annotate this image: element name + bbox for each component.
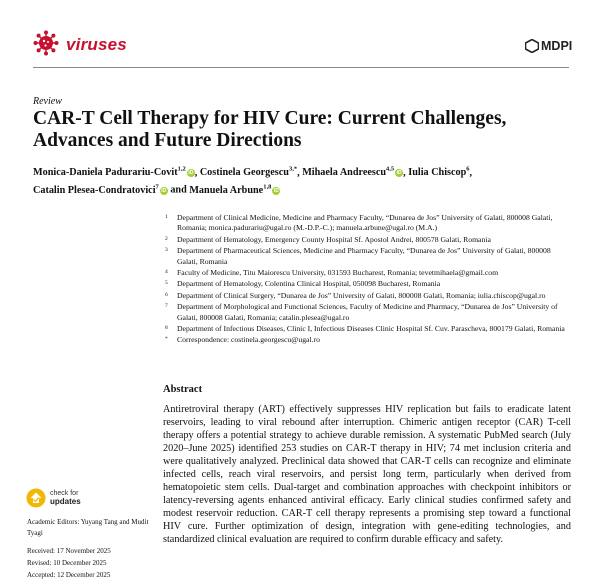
orcid-icon[interactable]: iD	[273, 187, 279, 194]
date-accepted: Accepted: 12 December 2025	[27, 571, 111, 580]
affiliation-item: 8 Department of Infectious Diseases, Clinic I, Infectious Diseases Clinic Hospital Sf. Cuv. Parascheva, 800179 Galati, Romania	[165, 324, 565, 334]
author-list: Monica-Daniela Padurariu-Covit$^{1,2}$iD , Costinela Georgescu$^{3,*}$, Mihaela Andreescu$^{4,5}$iD , Iulia Chiscop$^6$, Catalin Plesea-Condratovici$^7$iD and Manuela Arbune$^{1,8}$iD	[33, 166, 473, 196]
affiliation-item: 5 Department of Hematology, Colentina Clinical Hospital, 050098 Bucharest, Romania	[165, 279, 441, 289]
correspondence: * Correspondence: costinela.georgescu@ugal.ro	[165, 335, 320, 345]
date-received: Received: 17 November 2025	[27, 547, 111, 555]
journal-name: viruses	[66, 35, 127, 54]
check-updates-badge[interactable]	[26, 488, 81, 508]
author-item[interactable]: Catalin Plesea-Condratovici$^7$iD	[33, 183, 167, 196]
affiliations	[165, 213, 570, 347]
check-updates-icon	[26, 488, 46, 508]
publisher-logo-text: MDPI	[541, 39, 573, 53]
affiliation-item: 2 Department of Hematology, Emergency County Hospital Sf. Apostol Andrei, 800578 Galati, Romania	[165, 234, 491, 244]
check-updates-text: check for updates	[50, 489, 81, 506]
affiliation-item: 6 Department of Clinical Surgery, “Dunarea de Jos” University of Galati, 800008 Galati, Romania; iulia.chiscop@ugal.ro	[165, 290, 546, 300]
affiliation-item: 4 Faculty of Medicine, Titu Maiorescu University, 031593 Bucharest, Romania; tevetmihaela@gmail.com	[165, 268, 499, 278]
academic-editors: Academic Editors: Yuyang Tang and Mudit Tyagi	[27, 518, 149, 537]
author-item[interactable]: Mihaela Andreescu$^{4,5}$iD	[302, 166, 402, 179]
abstract-heading: Abstract	[163, 384, 203, 395]
orcid-icon[interactable]: iD	[396, 170, 402, 177]
orcid-icon[interactable]: iD	[188, 170, 194, 177]
author-item[interactable]: Monica-Daniela Padurariu-Covit$^{1,2}$iD	[33, 166, 194, 179]
orcid-icon[interactable]: iD	[161, 187, 167, 194]
abstract-text: Antiretroviral therapy (ART) effectively suppresses HIV replication but fails to eradicate latent reservoirs, leading to viral rebound after interruption. Chimeric antigen receptor (CAR) T-cell therapy offers a potential strategy to achieve durable remission. A systematic PubMed search (July 2020–June 2025) identified 253 studies on CAR-T therapy in HIV; 74 met inclusion criteria and were qualitatively analyzed. Preclinical data showed that CAR-T cells can recognize and eliminate infected cells, reach viral reservoirs, and persist long term, particularly when derived from hematopoietic stem cells. Dual-target and combination approaches with checkpoint inhibitors or latency-reversing agents enhanced antiviral efficacy. Early clinical studies confirmed safety and modest reservoir reduction. CAR-T cell therapy represents a promising step toward a functional HIV cure. Further optimization of design, integration with gene-editing technologies, and standardized clinical evaluation are required to confirm durable efficacy and safety.	[163, 404, 571, 545]
article-type: Review	[33, 96, 62, 107]
publisher-logo	[525, 37, 572, 55]
author-item[interactable]: Iulia Chiscop$^6$	[408, 166, 470, 179]
author-item[interactable]: Manuela Arbune$^{1,8}$iD	[189, 183, 279, 196]
virus-icon	[33, 30, 59, 56]
header-divider	[33, 67, 569, 68]
affiliation-item: 1 Department of Clinical Medicine, Medicine and Pharmacy Faculty, “Dunarea de Jos” University of Galati, 800008 Galati, Romania; monica.padurariu@ugal.ro (M.-D.P.-C.); manuela.arbune@ugal.ro (M.A.)	[165, 213, 553, 233]
date-revised: Revised: 10 December 2025	[27, 559, 107, 568]
affiliation-item: 3 Department of Pharmaceutical Sciences, Medicine and Pharmacy Faculty, “Dunarea de Jos” University of Galati, 800008 Galati, Romania	[165, 246, 551, 266]
author-item[interactable]: Costinela Georgescu$^{3,*}$	[199, 166, 298, 179]
publication-dates	[27, 545, 152, 582]
mdpi-mark-icon	[525, 39, 539, 53]
affiliation-item: 7 Department of Morphological and Functional Sciences, Faculty of Medicine and Pharmacy, “Dunarea de Jos” University of Galati, 800008 Galati, Romania; catalin.plesea@ugal.ro	[165, 302, 558, 322]
article-title: CAR-T Cell Therapy for HIV Cure: Current Challenges, Advances and Future Directions	[33, 108, 507, 151]
